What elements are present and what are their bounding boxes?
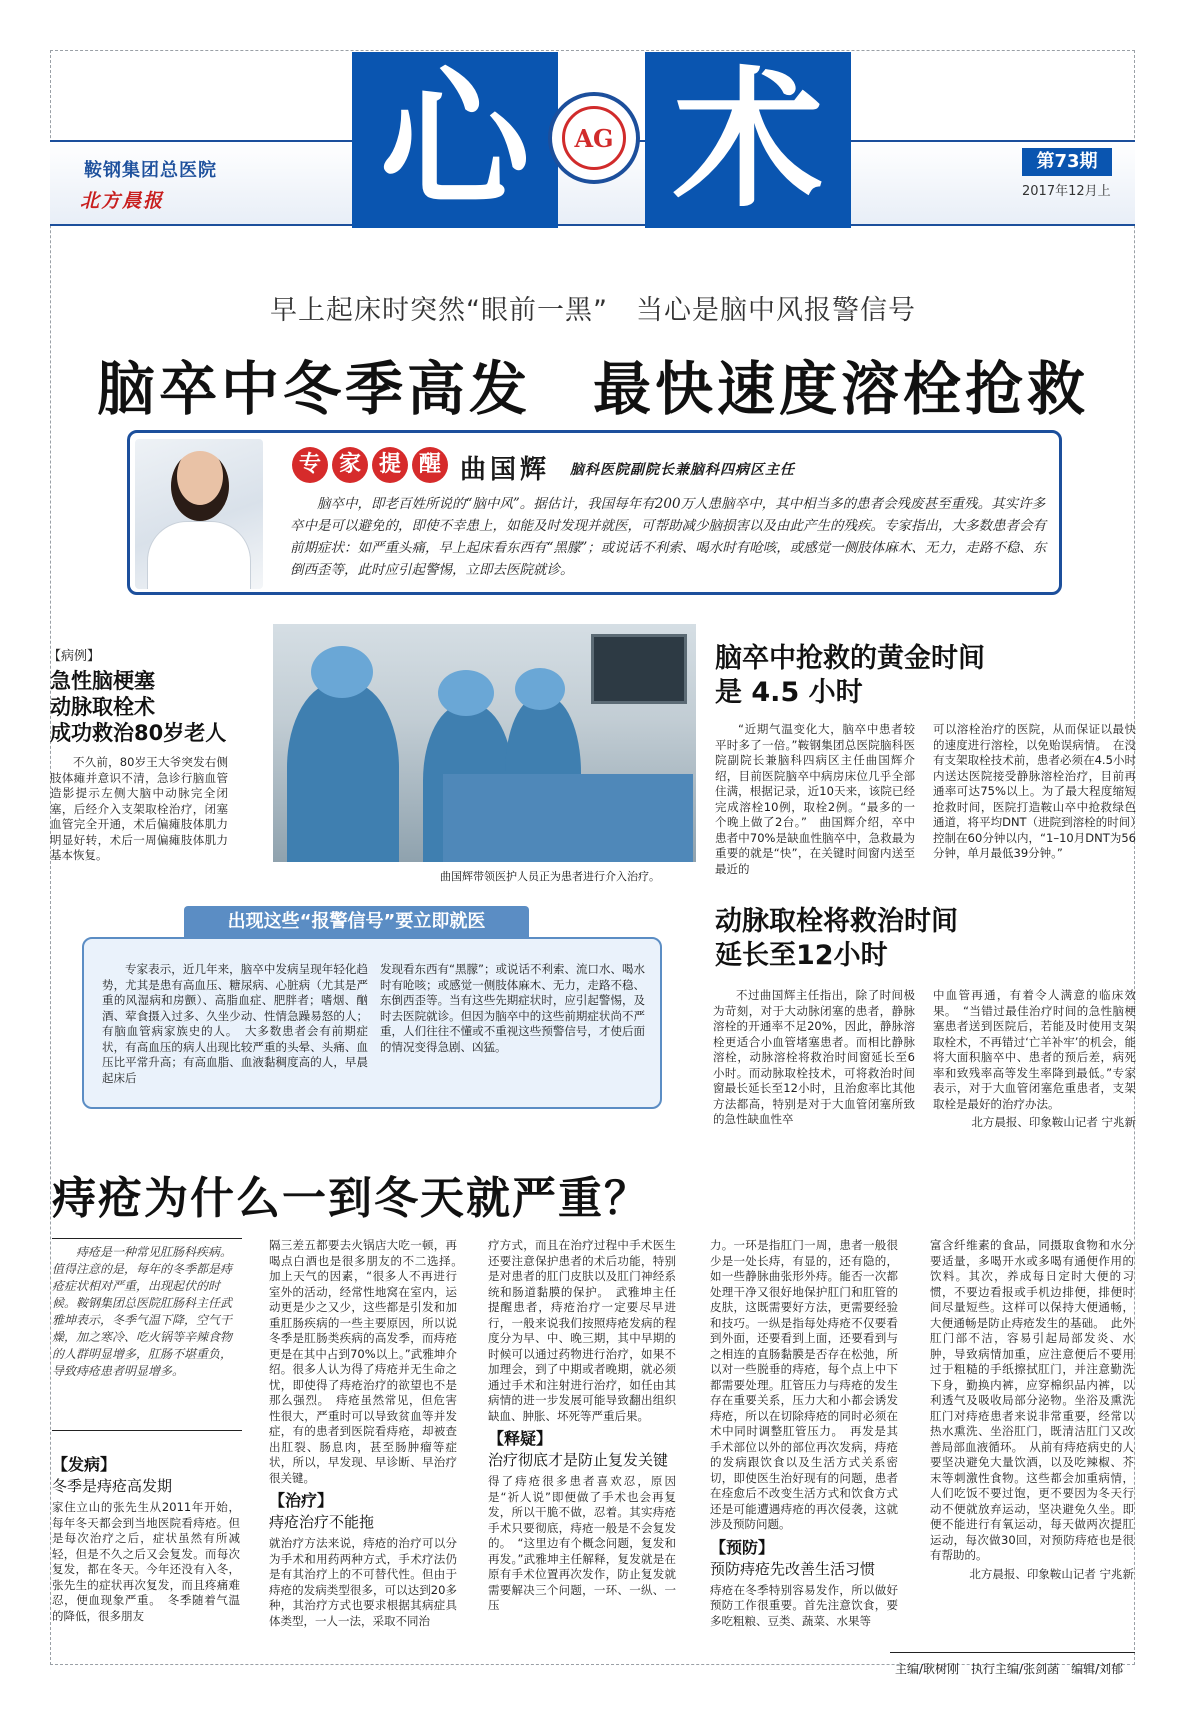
thrombectomy-col-2-wrap [933, 988, 1136, 1131]
doubt-body: 得了痔疮很多患者喜欢忍，原因是“祈人说”即便做了手术也会再复发，所以干脆不做，忍着。其实痔疮手术只要彻底，痔疮一般是不会复发的。 “这里边有个概念问题，复发和再发。”武雅坤主任解释，复发就是在原有手术位置再次发作，防止复发就需要解决三个问题，一环、一纵、一压 [488, 1474, 676, 1612]
doubt-tag: 【释疑】 [488, 1429, 553, 1448]
thrombectomy-title-line-2: 延长至12小时 [715, 940, 888, 971]
hospital-name: 鞍钢集团总医院 [84, 160, 217, 181]
hemorrhoid-col-4 [710, 1238, 898, 1629]
expert-photo [135, 439, 263, 589]
expert-photo-head [171, 451, 229, 521]
surgery-photo-cap-2 [438, 670, 494, 716]
golden-time-col-1: “近期气温变化大，脑卒中患者较平时多了一倍。”鞍钢集团总医院脑科医院副院长兼脑科四病区主任曲国辉介绍，目前医院脑卒中病房床位几乎全部住满，根据记录，近10天来，该院已经完成溶栓10例，取栓2例。“最多的一个晚上做了2台。” 曲国辉介绍，卒中患者中70%是缺血性脑卒中，急救最为重要的就是“快”，在关键时间窗内送至最近的 [715, 722, 915, 876]
issue-number: 第73期 [1022, 148, 1112, 176]
hemorrhoid-col-3 [488, 1238, 676, 1614]
case-title-line-3: 成功救治80岁老人 [50, 721, 227, 745]
surgery-photo [273, 624, 696, 862]
col-2-body: 隔三差五都要去火锅店大吃一顿，再喝点白酒也是很多朋友的不二选择。 加上天气的因素，“很多人不再进行室外的活动，经常性地窝在室内，运动更是少之又少，这些都是引发和加重肛肠疾病的一些主要原因，所以说冬季是肛肠类疾病的高发季，而痔疮更是在其中占到70%以上。”武雅坤介绍。很多人认为得了痔疮并无生命之忧，即使得了痔疮治疗的欲望也不是那么强烈。 痔疮虽然常见，但危害性很大，严重时可以导致贫血等并发症，有的患者到医院看痔疮，却被查出肛裂、肠息肉，甚至肠肿瘤等症状，所以，早发现、早诊断、早治疗很关键。 [269, 1238, 469, 1485]
thrombectomy-byline: 北方晨报、印象鞍山记者 宁兆新 [971, 1115, 1136, 1129]
golden-time-col-2: 可以溶栓治疗的医院，从而保证以最快的速度进行溶栓，以免贻误病情。 在没有支架取栓技术前，患者必须在4.5小时内送达医院接受静脉溶栓治疗，目前再通率可达75%以上。为了最大程度缩短抢救时间，医院打造鞍山卒中抢救绿色通道，将平均DNT（进院到溶栓的时间）控制在60分钟以内，“1–10月DNT为56分钟，单月最低39分钟。” [933, 722, 1136, 860]
prevention-body: 痔疮在冬季特别容易发作，所以做好预防工作很重要。首先注意饮食，要多吃粗粮、豆类、蔬菜、水果等 [710, 1582, 898, 1628]
alert-col-1: 专家表示，近几年来，脑卒中发病呈现年轻化趋势，尤其是患有高血压、糖尿病、心脏病（尤其是严重的风湿病和房颤）、高脂血症、肥胖者；嗜烟、酗酒、荤食摄入过多、久坐少动、性情急躁易怒的人；有脑血管病家族史的人。 大多数患者会有前期症状，有高血压的病人出现比较严重的头晕、头痛、血压比平常升高；有高血脂、血液黏稠度高的人，早晨起床后 [102, 962, 368, 1085]
surgery-photo-cap-3 [515, 668, 565, 710]
case-title-line-1: 急性脑梗塞 [50, 669, 155, 693]
expert-badges [292, 447, 448, 483]
badge-3: 提 [372, 447, 408, 483]
hospital-logo [548, 92, 640, 184]
hemorrhoid-byline: 北方晨报、印象鞍山记者 宁兆新 [969, 1566, 1134, 1581]
case-tag: 【病例】 [48, 649, 101, 664]
hemorrhoid-intro: 痔疮是一种常见肛肠科疾病。值得注意的是，每年的冬季都是痔疮症状相对严重，出现起伏的时候。鞍钢集团总医院肛肠科主任武雅坤表示，冬季气温下降，空气干燥，加之寒冷、吃火锅等辛辣食物的人群明显增多，肛肠不堪重负，导致痔疮患者明显增多。 [52, 1245, 233, 1378]
expert-name: 曲国辉 [460, 455, 551, 485]
treatment-subtitle: 痔疮治疗不能拖 [269, 1513, 375, 1531]
col-3-body: 疗方式，而且在治疗过程中手术医生还要注意保护患者的术后功能，特别是对患者的肛门皮肤以及肛门神经系统和肠道黏膜的保护。 武雅坤主任提醒患者，痔疮治疗一定要尽早进行，一般来说我们按照痔疮发病的程度分为早、中、晚三期，其中早期的时候可以通过药物进行治疗，如果不加理会，到了中期或者晚期，就必须通过手术和注射进行治疗，如任由其病情的进一步发展可能导致翻出组织缺血、肿胀、坏死等严重后果。 [488, 1238, 676, 1423]
expert-box [127, 430, 1062, 595]
issue-date: 2017年12月上 [1022, 184, 1111, 199]
case-title-line-2: 动脉取栓术 [50, 695, 155, 719]
col-4-body: 力。一环是指肛门一周，患者一般很少是一处长痔，有显的，还有隐的，如一些静脉曲张形外痔。能否一次都处理干净又很好地保护肛门和肛管的皮肤，这既需要好方法，更需要经验和技巧。一纵是指每处痔疮不仅要看到外面，还要看到上面，还要看到与之相连的直肠黏膜是否存在松弛，所以对一些脱垂的痔疮，每个点上中下都需要处理。肛管压力与痔疮的发生存在重要关系，压力大和小都会诱发痔疮，所以在切除痔疮的同时必须在术中同时调整肛管压力。 再发是其手术部位以外的部位再次发病，痔疮的发病跟饮食以及生活方式关系密切，即使医生治好现有的问题，患者在痊愈后不改变生活方式和饮食方式还是可能遭遇痔疮的再次侵袭，这就涉及预防问题。 [710, 1238, 898, 1531]
photo-caption: 曲国辉带领医护人员正为患者进行介入治疗。 [440, 870, 660, 883]
thrombectomy-title-line-1: 动脉取栓将救治时间 [715, 906, 958, 937]
prevention-subtitle: 预防痔疮先改善生活习惯 [710, 1559, 876, 1578]
doubt-subtitle: 治疗彻底才是防止复发关键 [488, 1451, 669, 1469]
footer-credits: 主编/耿树刚 执行主编/张剑菡 编辑/刘郁 [895, 1662, 1124, 1676]
surgery-photo-surgeon-1 [287, 682, 399, 862]
expert-role: 脑科医院副院长兼脑科四病区主任 [570, 462, 795, 478]
golden-time-title-line-2: 是 4.5 小时 [715, 677, 863, 708]
masthead-char-xin: 心 [379, 52, 530, 228]
onset-tag: 【发病】 [52, 1455, 117, 1474]
onset-body: 家住立山的张先生从2011年开始，每年冬天都会到当地医院看痔疮。但是每次治疗之后，症状虽然有所减轻，但是不久之后又会复发。而每次复发，都在冬天。今年还没有入冬，张先生的症状再次复发，而且疼痛难忍，便血现象严重。 冬季随着气温的降低，很多朋友 [52, 1500, 240, 1623]
expert-photo-coat [147, 521, 251, 589]
intro-rule-bottom [52, 1430, 242, 1431]
badge-1: 专 [292, 447, 328, 483]
thrombectomy-title [715, 905, 958, 973]
hemorrhoid-col-1 [52, 1452, 240, 1624]
masthead-char-shu: 术 [672, 52, 823, 228]
expert-body: 脑卒中，即老百姓所说的“脑中风”。据估计，我国每年有200万人患脑卒中，其中相当多的患者会残废甚至重残。其实许多卒中是可以避免的，即使不幸患上，如能及时发现并就医，可帮助减少脑损害以及由此产生的残疾。专家指出，大多数患者会有前期症状：如严重头痛，早上起床看东西有“黑朦”；或说话不利索、喝水时有呛咳，或感觉一侧肢体麻木、无力，走路不稳、东倒西歪等，此时应引起警惕，立即去医院就诊。 [290, 496, 1047, 578]
treatment-body: 就治疗方法来说，痔疮的治疗可以分为手术和用药两种方式，手术疗法仍是有其治疗上的不可替代性。但由于痔疮的发病类型很多，可以达到20多种，其治疗方式也要求根据其病症具体类型，一人一法，采取不同治 [269, 1536, 457, 1628]
alert-col-2: 发现看东西有“黑朦”；或说话不利索、流口水、喝水时有呛咳；或感觉一侧肢体麻木、无力，走路不稳、东倒西歪等。当有这些先期症状时，应引起警惕，及时去医院就诊。但因为脑卒中的这些前期症状尚不严重，人们往往不懂或不重视这些预警信号，才使后面的情况变得急剧、凶猛。 [380, 962, 645, 1054]
masthead-block-left [352, 52, 558, 228]
thrombectomy-col-1: 不过曲国辉主任指出，除了时间极为苛刻，对于大动脉闭塞的患者，静脉溶栓的开通率不足20%，因此，静脉溶栓更适合小血管堵塞患者。而相比静脉溶栓，动脉溶栓将救治时间窗延长至6小时。而动脉取栓技术，可将救治时间窗最长延长至12小时，且治愈率比其他方法都高，特别是对于大血管闭塞所致的急性缺血性卒 [713, 988, 915, 1126]
newspaper-brand: 北方晨报 [80, 190, 165, 212]
badge-4: 醒 [412, 447, 448, 483]
treatment-tag: 【治疗】 [269, 1491, 334, 1510]
intro-rule-top [52, 1238, 242, 1239]
hemorrhoid-title: 痔疮为什么一到冬天就严重？ [52, 1173, 650, 1224]
headline-title: 脑卒中冬季高发 最快速度溶栓抢救 [96, 355, 1089, 423]
col-5-body: 富含纤维素的食品，同摄取食物和水分要适量，多喝开水或多喝有通便作用的饮料。其次，养成每日定时大便的习惯，不要边看报或手机边排便，排便时间尽量短些。这样可以保持大便通畅，大便通畅是防止痔疮发生的基础。 此外肛门部不洁，容易引起局部发炎、水肿，导致病情加重，应注意便后不要用过于粗糙的手纸擦拭肛门，并注意勤洗下身，勤换内裤，应穿棉织品内裤，以利透气及吸收局部分泌物。坐浴及熏洗肛门对痔疮患者来说非常重要，经常以热水熏洗、坐浴肛门，既清洁肛门又改善局部血液循环。 从前有痔疮病史的人要坚决避免大量饮酒，以及吃辣椒、芥末等刺激性食物。这些都会加重病情，人们吃饭不要过饱，更不要因为冬天行动不便就放弃运动，坚决避免久坐。即便不能进行有氧运动，每天做两次提肛运动，每次做30回，对预防痔疮也是很有帮助的。 [930, 1238, 1134, 1562]
surgery-photo-cap-1 [311, 646, 373, 698]
thrombectomy-col-2: 中血管再通，有着令人满意的临床效果。 “当错过最佳治疗时间的急性脑梗塞患者送到医院后，若能及时使用支架取栓术，不再错过‘亡羊补牢’的机会，能将大面积脑卒中、患者的预后差，病死率和致残率高等发生率降到最低。”专家表示，对于大血管闭塞危重患者，支架取栓是最好的治疗办法。 [933, 988, 1136, 1111]
hemorrhoid-col-2 [269, 1238, 469, 1629]
surgery-photo-monitor [591, 634, 687, 704]
footer-rule [890, 1652, 1135, 1653]
masthead-block-right [645, 52, 851, 228]
golden-time-title-line-1: 脑卒中抢救的黄金时间 [715, 643, 985, 674]
onset-subtitle: 冬季是痔疮高发期 [52, 1477, 173, 1495]
hemorrhoid-col-5 [930, 1238, 1134, 1582]
golden-time-title [715, 642, 985, 710]
headline-kicker: 早上起床时突然“眼前一黑” 当心是脑中风报警信号 [270, 295, 916, 326]
case-title [50, 668, 250, 746]
surgery-photo-table [443, 774, 693, 862]
alert-header: 出现这些“报警信号”要立即就医 [184, 906, 529, 938]
logo-mark: AG [562, 106, 626, 170]
case-body: 不久前，80岁王大爷突发右侧肢体瘫并意识不清，急诊行脑血管造影提示左侧大脑中动脉完全闭塞，后经介入支架取栓治疗，闭塞血管完全开通，术后偏瘫肢体肌力明显好转，术后一周偏瘫肢体肌力基本恢复。 [50, 755, 228, 862]
badge-2: 家 [332, 447, 368, 483]
prevention-tag: 【预防】 [710, 1537, 775, 1557]
